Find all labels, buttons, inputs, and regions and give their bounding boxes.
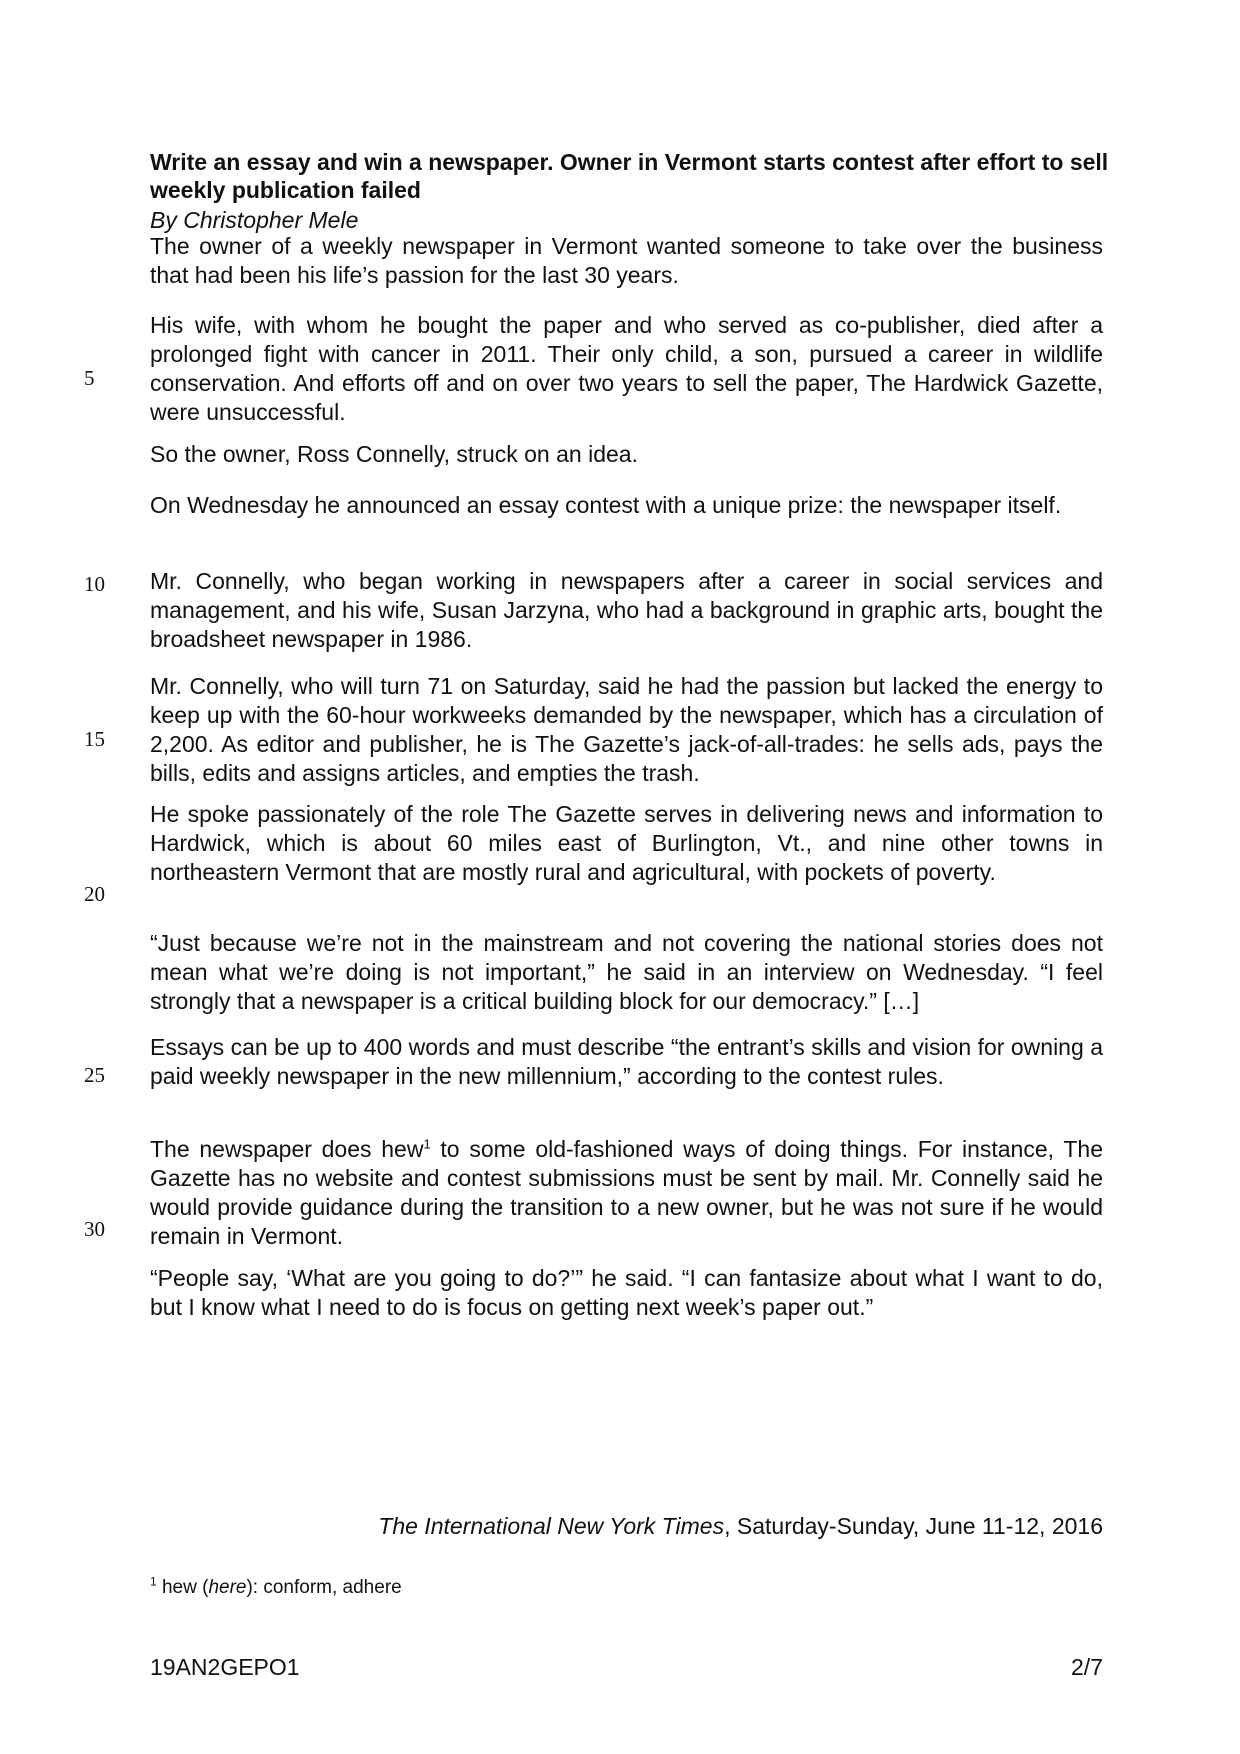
source-publication: The International New York Times bbox=[378, 1513, 725, 1539]
paragraph-10-rest: to some old-fashioned ways of doing things. For instance, The Gazette has no website and contest submissions must be sent by mail. Mr. Connelly said he would provide guidance during the transition to a new owner, but he was not sure if he would remain in Vermont. bbox=[150, 1136, 1103, 1249]
line-number: 20 bbox=[84, 882, 105, 906]
paragraph-10-start: The newspaper does hew bbox=[150, 1136, 424, 1162]
paragraph-10 bbox=[150, 1135, 1103, 1251]
paragraph-7: He spoke passionately of the role The Gazette serves in delivering news and information to Hardwick, which is about 60 miles east of Burlington, Vt., and nine other towns in northeastern Vermont that are mostly rural and agricultural, with pockets of poverty. bbox=[150, 801, 1103, 885]
paragraph-9: Essays can be up to 400 words and must describe “the entrant’s skills and vision for owning a paid weekly newspaper in the new millennium,” according to the contest rules. bbox=[150, 1034, 1103, 1089]
paragraph-5: Mr. Connelly, who began working in newspapers after a career in social services and management, and his wife, Susan Jarzyna, who had a background in graphic arts, bought the broadsheet newspaper in 1986. bbox=[150, 568, 1103, 652]
line-number: 25 bbox=[84, 1063, 105, 1087]
paragraph-2: His wife, with whom he bought the paper and who served as co-publisher, died after a prolonged fight with cancer in 2011. Their only child, a son, pursued a career in wildlife conservation. And efforts off and on over two years to sell the paper, The Hardwick Gazette, were unsuccessful. bbox=[150, 312, 1103, 425]
footnote-term: hew ( bbox=[156, 1577, 209, 1598]
footnote bbox=[150, 1576, 402, 1600]
paragraph-1: The owner of a weekly newspaper in Vermont wanted someone to take over the business that had been his life’s passion for the last 30 years. bbox=[150, 233, 1103, 288]
source-date: , Saturday-Sunday, June 11-12, 2016 bbox=[724, 1513, 1103, 1539]
article-title: Write an essay and win a newspaper. Owner in Vermont starts contest after effort to sell weekly publication failed bbox=[150, 149, 1109, 203]
line-number: 30 bbox=[84, 1217, 105, 1241]
page-number: 2/7 bbox=[1071, 1654, 1103, 1680]
footnote-definition: ): conform, adhere bbox=[246, 1577, 402, 1598]
paragraph-8: “Just because we’re not in the mainstream and not covering the national stories does not mean what we’re doing is not important,” he said in an interview on Wednesday. “I feel strongly that a newspaper is a critical building block for our democracy.” […] bbox=[150, 930, 1103, 1014]
footnote-ref: 1 bbox=[423, 1136, 431, 1152]
paragraph-3: So the owner, Ross Connelly, struck on an idea. bbox=[150, 441, 638, 467]
footnote-marker: 1 bbox=[150, 1574, 157, 1589]
line-number: 5 bbox=[84, 366, 95, 390]
footnote-term-italic: here bbox=[208, 1577, 247, 1598]
line-number: 10 bbox=[84, 572, 105, 596]
article-byline: By Christopher Mele bbox=[150, 207, 359, 233]
document-code: 19AN2GEPO1 bbox=[150, 1654, 300, 1680]
article-source bbox=[378, 1512, 1103, 1541]
paragraph-6: Mr. Connelly, who will turn 71 on Saturday, said he had the passion but lacked the energy to keep up with the 60-hour workweeks demanded by the newspaper, which has a circulation of 2,200. As editor and publisher, he is The Gazette’s jack-of-all-trades: he sells ads, pays the bills, edits and assigns articles, and empties the trash. bbox=[150, 673, 1103, 786]
paragraph-4: On Wednesday he announced an essay contest with a unique prize: the newspaper itself. bbox=[150, 492, 1062, 518]
paragraph-11: “People say, ‘What are you going to do?’” he said. “I can fantasize about what I want to do, but I know what I need to do is focus on getting next week’s paper out.” bbox=[150, 1265, 1103, 1320]
line-number: 15 bbox=[84, 727, 105, 751]
